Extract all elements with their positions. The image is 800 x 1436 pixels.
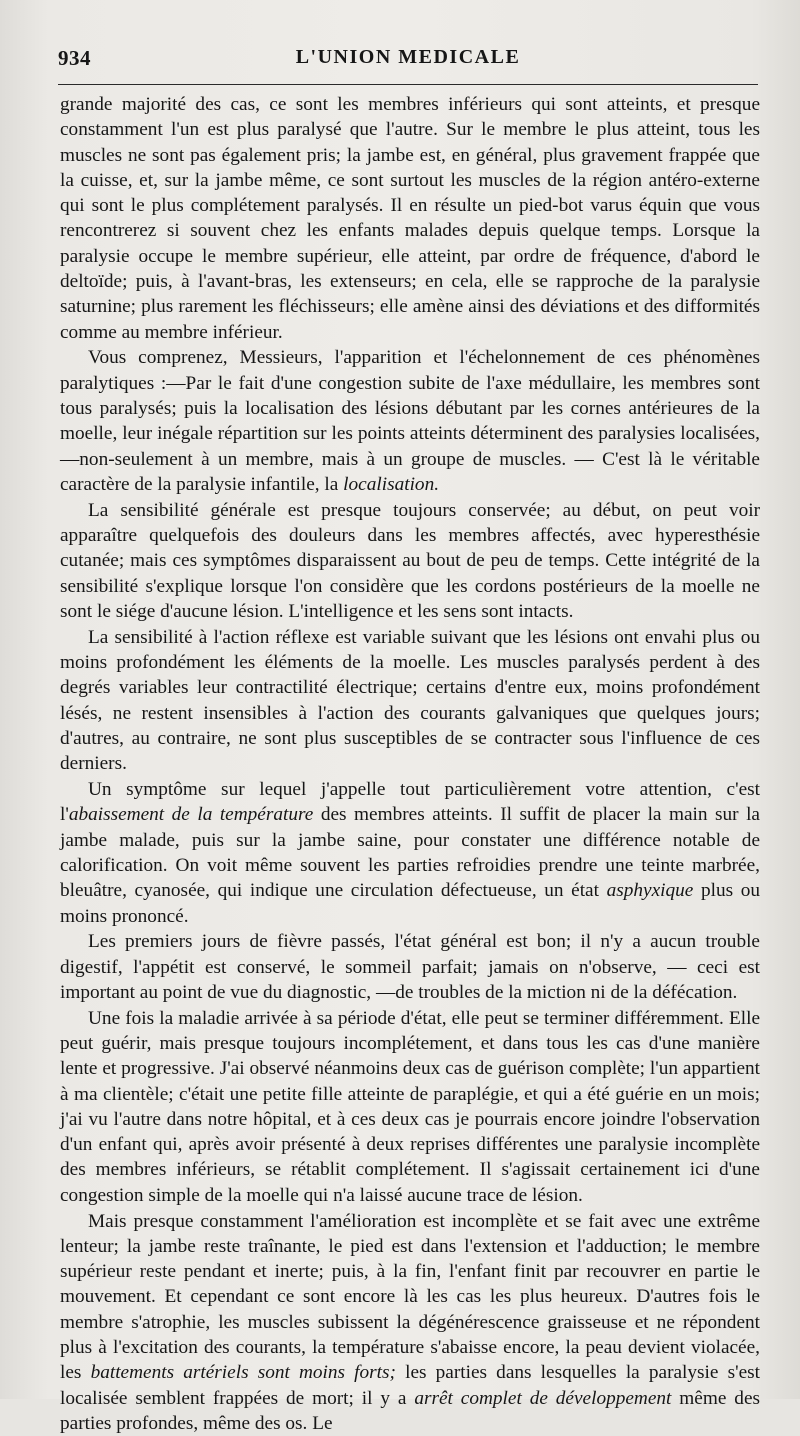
italic-text: battements artériels sont moins forts; — [90, 1362, 396, 1384]
italic-text: abaissement de la température — [68, 804, 314, 826]
paragraph — [60, 777, 760, 929]
text-run: grande majorité des cas, ce sont les membres inférieurs qui sont atteints, et presque constamment l'un est plus paralysé que l'autre. Sur le membre le plus atteint, tous les muscles ne sont pas également pris; la jambe est, en général, plus gravement frappée que la cuisse, et, sur la jambe même, ce sont surtout les muscles de la région antéro-externe qui sont le plus complétement paralysés. Il en résulte un pied-bot varus équin que vous rencontrerez si souvent chez les enfants malades depuis quelque temps. Lorsque la paralysie occupe le membre supérieur, elle atteint, par ordre de fréquence, d'abord le deltoïde; puis, à l'avant-bras, les extenseurs; en cela, elle se rapproche de la paralysie saturnine; plus rarement les fléchisseurs; elle amène ainsi des déviations et des difformités comme au membre inférieur. — [60, 94, 760, 343]
paragraph — [60, 345, 760, 497]
italic-text: arrêt complet de développement — [414, 1387, 672, 1409]
paragraph — [60, 929, 760, 1005]
body-text — [60, 92, 760, 1436]
page-header — [58, 46, 758, 76]
text-run: Une fois la maladie arrivée à sa période d'état, elle peut se terminer différemment. Elle peut guérir, mais presque toujours incomplétement, et dans tous les cas d'une manière lente et progressive. J'ai observé néanmoins deux cas de guérison complète; l'un appartient à ma clientèle; c'était une petite fille atteinte de paraplégie, et qui a été guérie en un mois; j'ai vu l'autre dans notre hôpital, et à ces deux cas je pourrais encore joindre l'observation d'un enfant qui, après avoir présenté à deux reprises différentes une paralysie incomplète des membres inférieurs, se rétablit complétement. Il s'agissait certainement ici d'une congestion simple de la moelle qui n'a laissé aucune trace de lésion. — [60, 1007, 760, 1206]
text-run: La sensibilité à l'action réflexe est variable suivant que les lésions ont envahi plus ou moins profondément les éléments de la moelle. Les muscles paralysés perdent à des degrés variables leur contractilité électrique; certains d'entre eux, moins profondément lésés, ne restent insensibles à l'action des courants galvaniques que quelques jours; d'autres, au contraire, ne sont plus susceptibles de se contracter sous l'influence de ces derniers. — [60, 626, 760, 775]
italic-text: asphyxique — [606, 880, 694, 902]
text-run: Les premiers jours de fièvre passés, l'état général est bon; il n'y a aucun trouble digestif, l'appétit est conservé, le sommeil parfait; jamais on n'observe, — ceci est important au point de vue du diagnostic, —de troubles de la miction ni de la défécation. — [60, 931, 760, 1003]
text-run: Vous comprenez, Messieurs, l'apparition et l'échelonnement de ces phénomènes paralytiques :—Par le fait d'une congestion subite de l'axe médullaire, les membres sont tous paralysés; puis la localisation des lésions débutant par les cornes antérieures de la moelle, leur inégale répartition sur les points atteints déterminent des paralysies localisées, —non-seulement à un membre, mais à un groupe de muscles. — C'est là le véritable caractère de la paralysie infantile, la — [60, 347, 760, 495]
paragraph — [60, 1209, 760, 1436]
header-rule — [58, 84, 758, 85]
paragraph — [60, 498, 760, 624]
paragraph — [60, 625, 760, 777]
page-number: 934 — [58, 46, 91, 70]
paragraph — [60, 1006, 760, 1208]
text-run: les parties dans lesquelles la paralysie s'est localisée semblent frappées de mort; il y a — [60, 1362, 760, 1409]
text-run: La sensibilité générale est presque toujours conservée; au début, on peut voir apparaître quelquefois des douleurs dans les membres affectés, avec hyperesthésie cutanée; mais ces symptômes disparaissent au bout de peu de temps. Cette intégrité de la sensibilité s'explique lorsque l'on considère que les cordons postérieurs de la moelle ne sont le siége d'aucune lésion. L'intelligence et les sens sont intacts. — [60, 499, 760, 622]
text-run: même des parties profondes, même des os. Le — [60, 1387, 761, 1434]
text-run: Mais presque constamment l'amélioration est incomplète et se fait avec une extrême lenteur; la jambe reste traînante, le pied est dans l'extension et l'adduction; le membre supérieur reste pendant et inerte; puis, à la fin, l'enfant finit par recouvrer en partie le mouvement. Et cependant ce sont encore là les cas les plus heureux. D'autres fois le membre s'atrophie, les muscles subissent la dégénérescence graisseuse et ne répondent plus à l'excitation des courants, la température s'abaisse encore, la peau devient violacée, les — [60, 1210, 760, 1384]
italic-text: localisation. — [343, 473, 440, 495]
text-run: plus ou moins prononcé. — [60, 880, 760, 927]
running-title: L'UNION MEDICALE — [295, 46, 521, 68]
text-run: des membres atteints. Il suffit de placer la main sur la jambe malade, puis sur la jambe saine, pour constater une différence notable de calorification. On voit même souvent les parties refroidies prendre une teinte marbrée, bleuâtre, cyanosée, qui indique une circulation défectueuse, un état — [60, 804, 760, 902]
paragraph — [60, 92, 760, 345]
text-run: Un symptôme sur lequel j'appelle tout particulièrement votre attention, c'est l' — [60, 779, 760, 826]
